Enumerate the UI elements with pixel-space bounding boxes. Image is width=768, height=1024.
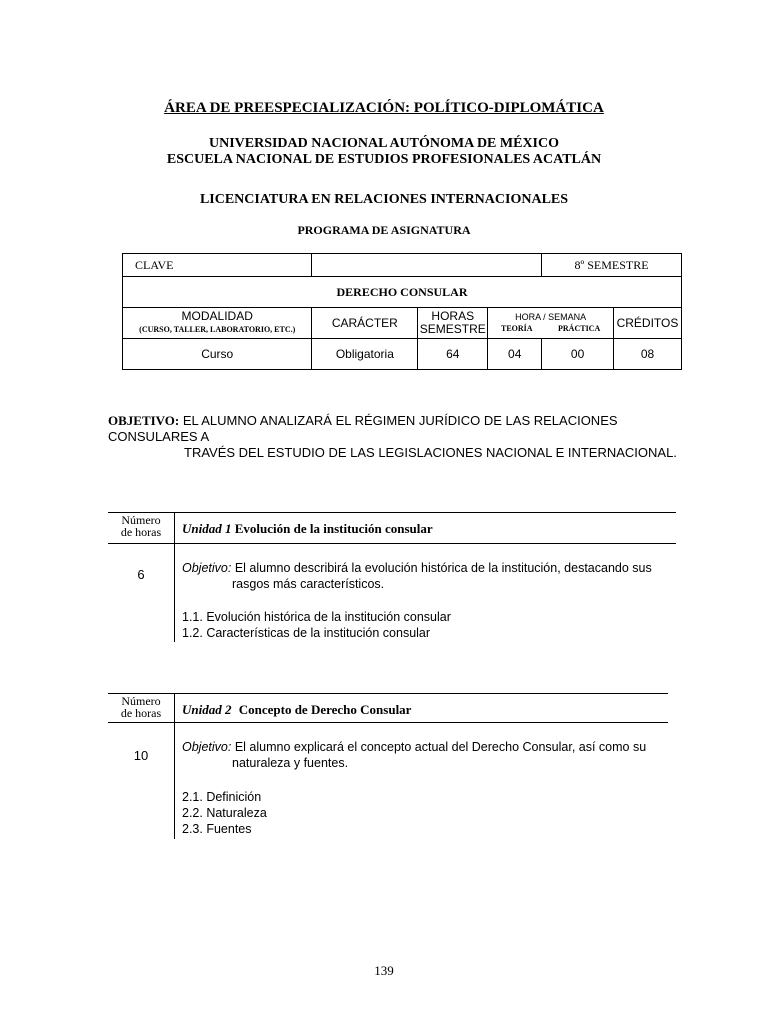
unit-1-objective-label: Objetivo: [182,561,232,575]
topic-item: 2.2. Naturaleza [182,806,267,820]
unit-1-top-rule [108,512,676,513]
unit-2-objective-line-1: El alumno explicará el concepto actual del Derecho Consular, así como su [234,740,647,754]
unit-2-objective-line-2: naturaleza y fuentes. [232,756,349,770]
unit-1-objective-line-1: El alumno describirá la evolución histórica de la institución, destacando sus [234,561,652,575]
practica-label: PRÁCTICA [558,324,601,333]
hora-semana-label: HORA / SEMANA [515,312,587,322]
unit-2-hours-header [108,695,174,719]
unit-2-hours-header-line-2: de horas [120,706,162,720]
horas-value: 64 [418,339,488,370]
modalidad-header [123,308,312,339]
subject-table [122,253,682,370]
unit-1-name: Evolución de la institución consular [234,521,433,536]
practica-value: 00 [542,339,614,370]
topic-item: 2.3. Fuentes [182,822,252,836]
caracter-header: CARÁCTER [312,308,418,339]
teoria-label: TEORÍA [500,324,533,333]
semestre-label: SEMESTRE [419,322,486,336]
area-title: ÁREA DE PREESPECIALIZACIÓN: POLÍTICO-DIPLOMÁTICA [164,100,604,116]
unit-1-block [108,512,676,644]
subject-name: DERECHO CONSULAR [123,277,682,308]
unit-1-label: Unidad 1 [182,521,232,536]
horas-label: HORAS [431,309,475,323]
unit-2-hours: 10 [133,748,149,763]
teoria-value: 04 [488,339,542,370]
unit-2-title [182,702,411,718]
topic-item: 1.1. Evolución histórica de la institución consular [182,610,451,624]
clave-cell: CLAVE [123,254,312,277]
horas-header [418,308,488,339]
creditos-header: CRÉDITOS [614,308,682,339]
general-objective [108,413,708,461]
modalidad-sublabel: (CURSO, TALLER, LABORATORIO, ETC.) [139,325,296,334]
unit-1-title [182,521,433,537]
unit-1-hours: 6 [137,567,145,582]
caracter-value: Obligatoria [312,339,418,370]
degree-title: LICENCIATURA EN RELACIONES INTERNACIONALES [199,192,569,207]
unit-1-hours-header-line-2: de horas [120,525,162,539]
page-number: 139 [374,963,394,978]
unit-2-label: Unidad 2 [182,702,232,717]
modalidad-value: Curso [123,339,312,370]
unit-1-objective-line-2: rasgos más característicos. [232,577,385,591]
clave-row [123,254,682,277]
values-row [123,339,682,370]
objective-line-1: EL ALUMNO ANALIZARÁ EL RÉGIMEN JURÍDICO DE LAS RELACIONES CONSULARES A [108,413,618,444]
unit-1-hours-header [108,514,174,538]
unit-1-topics [182,609,451,641]
school-name: ESCUELA NACIONAL DE ESTUDIOS PROFESIONALES ACATLÁN [166,152,602,167]
unit-2-name: Concepto de Derecho Consular [238,702,412,717]
unit-2-top-rule [108,693,668,694]
unit-2-vertical-rule [174,693,175,839]
unit-2-mid-rule [108,722,668,723]
topic-item: 2.1. Definición [182,790,262,804]
objective-line-2: TRAVÉS DEL ESTUDIO DE LAS LEGISLACIONES NACIONAL E INTERNACIONAL. [184,445,677,460]
unit-1-objective [182,560,672,592]
unit-1-vertical-rule [174,512,175,642]
header-row [123,308,682,339]
university-name: UNIVERSIDAD NACIONAL AUTÓNOMA DE MÉXICO [208,136,560,151]
unit-2-objective-label: Objetivo: [182,740,232,754]
unit-2-hours-header-line-1: Número [121,694,161,708]
objective-label: OBJETIVO: [108,413,180,428]
hora-semana-header [488,308,614,339]
unit-1-mid-rule [108,543,676,544]
university-header [0,136,768,168]
creditos-value: 08 [614,339,682,370]
unit-2-block [108,693,668,841]
clave-value-cell [312,254,542,277]
topic-item: 1.2. Características de la institución consular [182,626,431,640]
subject-name-row [123,277,682,308]
semester-cell: 8º SEMESTRE [542,254,682,277]
unit-1-hours-header-line-1: Número [121,513,161,527]
unit-2-objective [182,739,662,771]
program-title: PROGRAMA DE ASIGNATURA [297,223,471,237]
unit-2-topics [182,789,267,837]
modalidad-label: MODALIDAD [181,309,253,323]
